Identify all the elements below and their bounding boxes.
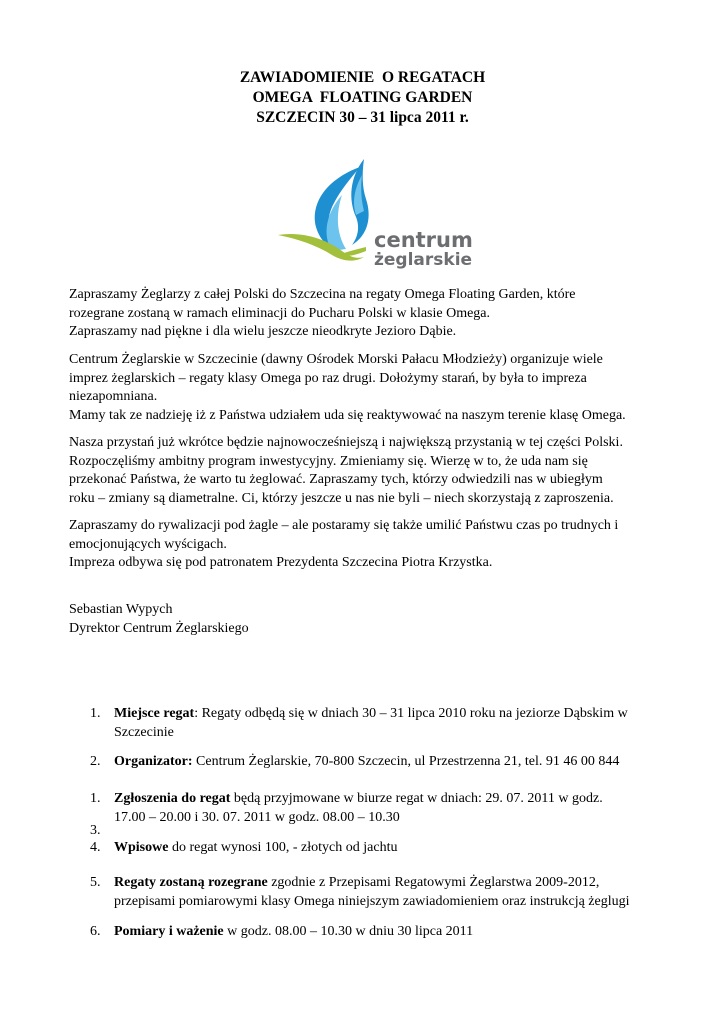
list-label: Miejsce regat (114, 706, 195, 721)
document-title (0, 68, 725, 128)
list-text: : Regaty odbędą się w dniach 30 – 31 lipca 2010 roku na jeziorze Dąbskim w (194, 706, 628, 721)
list-number: 4. (90, 840, 101, 855)
text-line: Zapraszamy nad piękne i dla wielu jeszcze nieodkryte Jezioro Dąbie. (69, 324, 457, 339)
paragraph-invitation (69, 286, 657, 342)
text-line: Zapraszamy do rywalizacji pod żagle – ale postaramy się także umilić Państwu czas po trudnych i (69, 518, 619, 533)
list-text: 17.00 – 20.00 i 30. 07. 2011 w godz. 08.00 – 10.30 (114, 809, 400, 825)
text-line: przekonać Państwa, że warto tu żeglować. Zapraszamy tych, którzy odwiedzili nas w ubiegłym (69, 472, 603, 487)
text-line: roku – zmiany są diametralne. Ci, którzy jeszcze u nas nie byli – niech skorzystają z zaproszenia. (69, 490, 614, 506)
logo-word-zeglarskie: żeglarskie (374, 250, 473, 270)
list-text: będą przyjmowane w biurze regat w dniach: 29. 07. 2011 w godz. (230, 791, 603, 806)
text-line: emocjonujących wyścigach. (69, 536, 227, 552)
text-line: imprez żeglarskich – regaty klasy Omega po raz drugi. Dołożymy starań, by była to impreza (69, 370, 587, 386)
list-label: Regaty zostaną rozegrane (114, 875, 268, 890)
list-number: 3. (90, 823, 101, 838)
logo-word-centrum: centrum (374, 228, 473, 252)
list-text: Szczecinie (114, 724, 174, 740)
sail-wave-icon (278, 159, 369, 261)
signature-role: Dyrektor Centrum Żeglarskiego (69, 620, 249, 636)
list-number: 5. (90, 875, 101, 890)
centrum-zeglarskie-logo (272, 155, 473, 273)
paragraph-marina (69, 434, 657, 508)
title-line-1: ZAWIADOMIENIE O REGATACH (239, 69, 486, 86)
text-line: rozegrane zostaną w ramach eliminacji do Pucharu Polski w klasie Omega. (69, 305, 491, 321)
list-text: Centrum Żeglarskie, 70-800 Szczecin, ul Przestrzenna 21, tel. 91 46 00 844 (192, 754, 620, 769)
title-line-2: OMEGA FLOATING GARDEN (252, 89, 473, 106)
text-line: Mamy tak ze nadzieję iż z Państwa udziałem uda się reaktywować na naszym terenie klasę Omega. (69, 407, 626, 423)
list-text: przepisami pomiarowymi klasy Omega niniejszym zawiadomieniem oraz instrukcją żeglugi (114, 893, 630, 909)
list-number: 2. (90, 754, 101, 769)
list-label: Wpisowe (114, 840, 169, 855)
text-line: Zapraszamy Żeglarzy z całej Polski do Szczecina na regaty Omega Floating Garden, które (69, 287, 576, 302)
signature-block (69, 601, 657, 638)
list-label: Pomiary i ważenie (114, 924, 224, 939)
list-text: do regat wynosi 100, - złotych od jachtu (168, 840, 398, 855)
list-number: 1. (90, 791, 101, 806)
list-label: Zgłoszenia do regat (114, 791, 231, 806)
title-line-3: SZCZECIN 30 – 31 lipca 2011 r. (256, 109, 469, 126)
text-line: Centrum Żeglarskie w Szczecinie (dawny Ośrodek Morski Pałacu Młodzieży) organizuje wiele (69, 352, 603, 367)
text-line: Nasza przystań już wkrótce będzie najnowocześniejszą i największą przystanią w tej części Polski. (69, 435, 623, 450)
text-line: Rozpoczęliśmy ambitny program inwestycyjny. Zmieniamy się. Wierzę w to, że uda nam się (69, 453, 588, 469)
list-label: Organizator: (114, 754, 193, 769)
list-text: w godz. 08.00 – 10.30 w dniu 30 lipca 2011 (223, 924, 474, 939)
paragraph-competition (69, 517, 657, 573)
list-number: 1. (90, 706, 101, 721)
list-number: 6. (90, 924, 101, 939)
signature-name: Sebastian Wypych (69, 602, 173, 617)
paragraph-organizer (69, 351, 657, 425)
text-line: niezapomniana. (69, 389, 158, 404)
list-text: zgodnie z Przepisami Regatowymi Żeglarstwa 2009-2012, (267, 875, 600, 890)
text-line: Impreza odbywa się pod patronatem Prezydenta Szczecina Piotra Krzystka. (69, 555, 493, 570)
